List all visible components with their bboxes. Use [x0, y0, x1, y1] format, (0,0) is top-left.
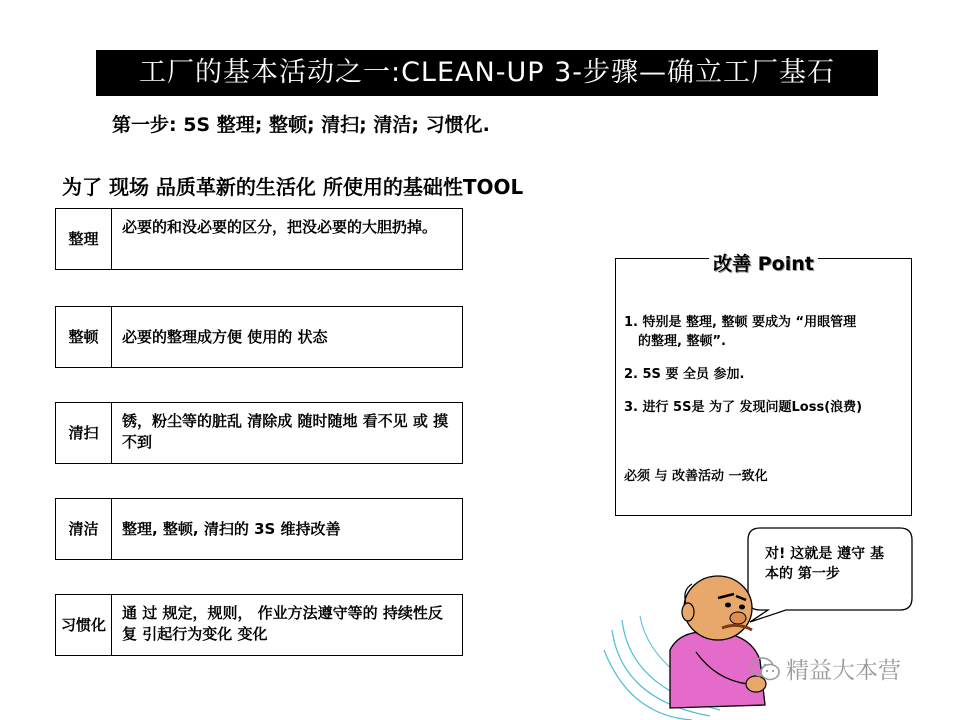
speech-bubble-text: 对! 这就是 遵守 基本的 第一步: [765, 546, 885, 582]
row-desc: 必要的整理成方便 使用的 状态: [122, 327, 328, 346]
subtitle: 为了 现场 品质革新的生活化 所使用的基础性TOOL: [62, 175, 524, 199]
step-one-line: 第一步: 5S 整理; 整顿; 清扫; 清洁; 习惯化.: [112, 114, 490, 136]
wechat-icon: [750, 656, 780, 682]
row-term: 清洁: [56, 499, 112, 559]
list-item: 1. 特别是 整理, 整顿 要成为 “用眼管理 的整理, 整顿”.: [624, 315, 857, 349]
table-row: [55, 594, 463, 656]
point-title: 改善 Point: [616, 249, 911, 276]
improvement-point-box: [615, 253, 912, 516]
row-desc: 整理, 整顿, 清扫的 3S 维持改善: [122, 519, 341, 538]
row-desc: 必要的和没必要的区分，把没必要的大胆扔掉。: [122, 218, 438, 236]
row-desc: 通 过 规定，规则， 作业方法遵守等的 持续性反复 引起行为变化 变化: [122, 604, 443, 643]
page-title: 工厂的基本活动之一:CLEAN-UP 3-步骤—确立工厂基石: [96, 50, 878, 96]
row-term: 习惯化: [56, 595, 112, 655]
table-row: [55, 498, 463, 560]
list-item: 2. 5S 要 全员 参加.: [624, 367, 745, 382]
row-desc: 锈，粉尘等的脏乱 清除成 随时随地 看不见 或 摸不到: [122, 412, 449, 451]
point-footer: 必须 与 改善活动 一致化: [624, 469, 768, 484]
table-row: [55, 306, 463, 368]
table-row: [55, 208, 463, 270]
list-item: 3. 进行 5S是 为了 发现问题Loss(浪费): [624, 400, 863, 415]
table-row: [55, 402, 463, 464]
row-term: 整顿: [56, 307, 112, 367]
row-term: 整理: [56, 209, 112, 269]
row-term: 清扫: [56, 403, 112, 463]
watermark: 精益大本营: [750, 652, 901, 685]
point-list: [624, 313, 906, 431]
